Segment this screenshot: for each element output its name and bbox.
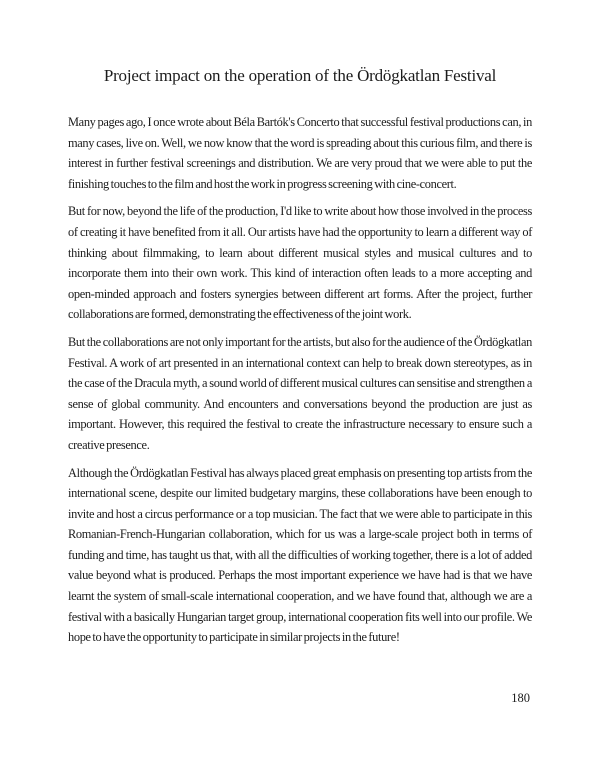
- paragraph-4: Although the Ördögkatlan Festival has always placed great emphasis on presenting top artists from the international scene, despite our limited budgetary margins, these collaborations have been enough to invite and host a circus performance or a top musician. The fact that we were able to participate in this Romanian-French-Hungarian collaboration, which for us was a large-scale project both in terms of funding and time, has taught us that, with all the difficulties of working together, there is a lot of added value beyond what is produced. Perhaps the most important experience we have had is that we have learnt the system of small-scale international cooperation, and we have found that, although we are a festival with a basically Hungarian target group, international cooperation fits well into our profile. We hope to have the opportunity to participate in similar projects in the future!: [68, 465, 532, 645]
- page-number: 180: [511, 691, 530, 705]
- page-title: Project impact on the operation of the Ördögkatlan Festival: [103, 66, 497, 85]
- paragraph-1: Many pages ago, I once wrote about Béla Bartók's Concerto that successful festival productions can, in many cases, live on. Well, we now know that the word is spreading about this curious film, and there is interest in further festival screenings and distribution. We are very proud that we were able to put the finishing touches to the film and host the work in progress screening with cine-concert.: [68, 115, 532, 191]
- paragraph-3: But the collaborations are not only important for the artists, but also for the audience of the Ördögkatlan Festival. A work of art presented in an international context can help to break down stereotypes, as in the case of the Dracula myth, a sound world of different musical cultures can sensitise and strengthen a sense of global community. And encounters and conversations beyond the production are just as important. However, this required the festival to create the infrastructure necessary to ensure such a creative presence.: [68, 334, 532, 452]
- paragraph-2: But for now, beyond the life of the production, I'd like to write about how those involved in the process of creating it have benefited from it all. Our artists have had the opportunity to learn a different way of thinking about filmmaking, to learn about different musical styles and musical cultures and to incorporate them into their own work. This kind of interaction often leads to a more accepting and open-minded approach and fosters synergies between different art forms. After the project, further collaborations are formed, demonstrating the effectiveness of the joint work.: [68, 204, 532, 322]
